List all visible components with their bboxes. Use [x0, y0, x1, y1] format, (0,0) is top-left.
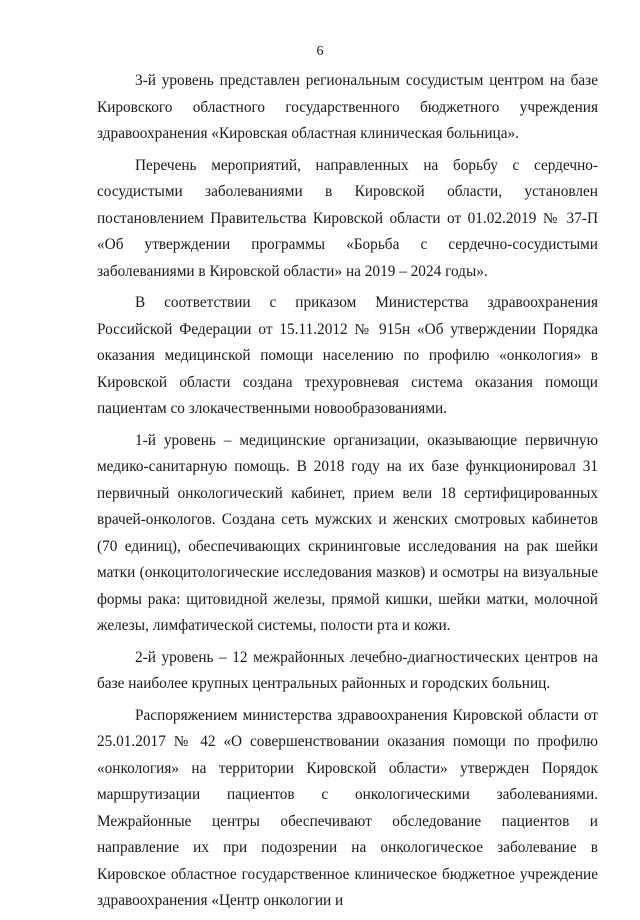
paragraph-routing-order: Распоряжением министерства здравоохранения Кировской области от 25.01.2017 № 42 «О совершенствовании оказания помощи по профилю «онкология» на территории Кировской области» утвержден Порядок маршрутизации пациентов с онкологическими заболеваниями. Межрайонные центры обеспечивают обследование пациентов и направление их при подозрении на онкологическое заболевание в Кировское областное государственное клиническое бюджетное учреждение здравоохранения «Центр онкологии и: [97, 706, 598, 909]
paragraph-level-2: 2-й уровень – 12 межрайонных лечебно-диагностических центров на базе наиболее крупных центральных районных и городских больниц.: [97, 648, 598, 692]
page-number: 6: [316, 44, 324, 59]
paragraph-cardio-program: Перечень мероприятий, направленных на борьбу с сердечно-сосудистыми заболеваниями в Кировской области, установлен постановлением Правительства Кировской области от 01.02.2019 № 37-П «Об утверждении программы «Борьба с сердечно-сосудистыми заболеваниями в Кировской области» на 2019 – 2024 годы».: [97, 156, 598, 280]
document-body: [97, 68, 598, 920]
paragraph-oncology-system: В соответствии с приказом Министерства здравоохранения Российской Федерации от 15.11.2012 № 915н «Об утверждении Порядка оказания медицинской помощи населению по профилю «онкология» в Кировской области создана трехуровневая система оказания помощи пациентам со злокачественными новообразованиями.: [97, 294, 598, 417]
paragraph-level-1: 1-й уровень – медицинские организации, оказывающие первичную медико-санитарную помощь. В 2018 году на их базе функционировал 31 первичный онкологический кабинет, прием вели 18 сертифицированных врачей-онкологов. Создана сеть мужских и женских смотровых кабинетов (70 единиц), обеспечивающих скрининговые исследования на рак шейки матки (онкоцитологические исследования мазков) и осмотры на визуальные формы рака: щитовидной железы, прямой кишки, шейки матки, молочной железы, лимфатической системы, полости рта и кожи.: [97, 431, 598, 634]
paragraph-level-3: 3-й уровень представлен региональным сосудистым центром на базе Кировского областного государственного бюджетного учреждения здравоохранения «Кировская областная клиническая больница».: [97, 72, 598, 142]
